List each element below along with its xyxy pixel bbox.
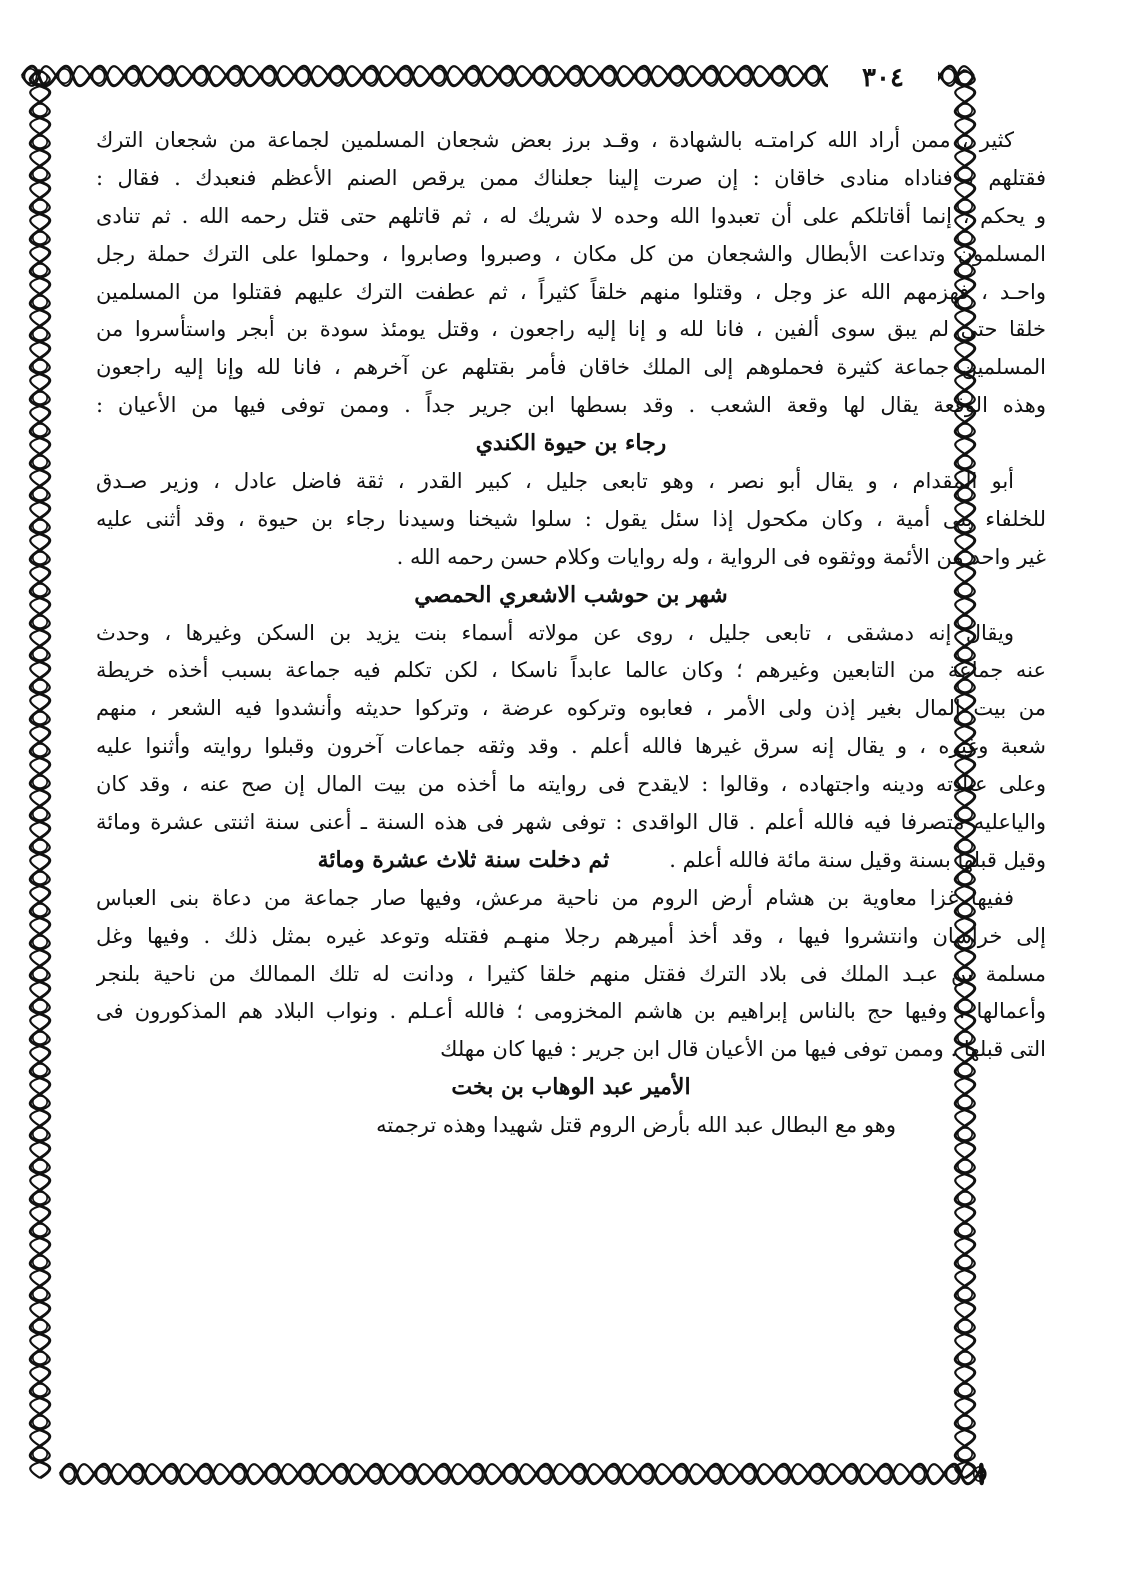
section-shahr (96, 577, 1046, 880)
text-line: كثير ، ممن أراد الله كرامتـه بالشهادة ، وقـد برز بعض شجعان المسلمين لجماعة من شجعان الترك (96, 128, 1014, 152)
year-heading: ثم دخلت سنة ثلاث عشرة ومائة (317, 846, 610, 873)
border-bottom (60, 1464, 986, 1484)
text-line: وأعمالها . وفيها حج بالناس إبراهيم بن هاشم المخزومى ؛ فالله أعـلم . ونواب البلاد هم المذكورون فى (96, 999, 1046, 1024)
text-line: وهو مع البطال عبد الله بأرض الروم قتل شهيدا وهذه ترجمته (376, 1113, 896, 1138)
text-line: ويقال إنه دمشقى ، تابعى جليل ، روى عن مولاته أسماء بنت يزيد بن السكن وغيرها ، وحدث (96, 620, 1014, 645)
text-line-with-year-heading (96, 842, 1046, 880)
section-raja (96, 425, 1046, 577)
section-heading: الأمير عبد الوهاب بن بخت (451, 1074, 691, 1101)
border-left (30, 70, 50, 1478)
text-line: غير واحد من الأئمة ووثقوه فى الرواية ، وله روايات وكلام حسن رحمه الله . (396, 544, 1046, 569)
text-line: عنه جماعة من التابعين وغيرهم ؛ وكان عالما عابداً ناسكا ، لكن تكلم فيه جماعة بسبب أخذه خريطة (96, 658, 1046, 683)
page-number: ٣٠٤ (828, 58, 938, 98)
text-line: إلى خراسان وانتشروا فيها ، وقد أخذ أميرهم رجلا منهـم فقتله وتوعد غيره بمثل ذلك . وفيها وغل (96, 923, 1046, 948)
text-line: و يحكم ، إنما أقاتلكم على أن تعبدوا الله وحده لا شريك له ، ثم قاتلهم حتى قتل رحمه الله . ثم تنادى (96, 203, 1046, 228)
paragraph-year-113 (96, 880, 1046, 1069)
section-heading: شهر بن حوشب الاشعري الحمصي (414, 581, 728, 608)
paragraph-battle (96, 122, 1046, 425)
text-line: أبو المقدام ، و يقال أبو نصر ، وهو تابعى جليل ، كبير القدر ، ثقة فاضل عادل ، وزير صـدق (96, 469, 1014, 494)
text-line: التى قبلها . وممن توفى فيها من الأعيان قال ابن جرير : فيها كان مهلك (440, 1037, 1046, 1062)
text-segment: وقيل قبلها بسنة وقيل سنة مائة فالله أعلم . (669, 847, 1046, 872)
text-line: ففيها غزا معاوية بن هشام أرض الروم من ناحية مرعش، وفيها صار جماعة من دعاة بنى العباس (96, 885, 1014, 910)
text-line: وهذه الوقعة يقال لها وقعة الشعب . وقد بسطها ابن جرير جداً . وممن توفى فيها من الأعيان : (96, 393, 1046, 418)
text-line: فقتلهم ، فناداه منادى خاقان : إن صرت إلينا جعلناك ممن يرقص الصنم الأعظم فنعبدك . فقال : (96, 165, 1046, 190)
text-line: واحـد ، فهزمهم الله عز وجل ، وقتلوا منهم خلقاً كثيراً ، ثم عطفت الترك عليهم فقتلوا من المسلمين (96, 279, 1046, 304)
text-line: خلقا حتى لم يبق سوى ألفين ، فانا لله و إنا إليه راجعون ، وقتل يومئذ سودة بن أبجر واستأسروا من (96, 317, 1046, 342)
page-text (96, 122, 1046, 1145)
text-line: مسلمة بن عبـد الملك فى بلاد الترك فقتل منهم خلقا كثيرا ، ودانت له تلك الممالك من ناحية بلنجر (96, 961, 1046, 986)
text-line: وعلى عبادته ودينه واجتهاده ، وقالوا : لايقدح فى روايته ما أخذه من بيت المال إن صح عنه ، وقد كان (96, 772, 1046, 797)
text-line: شعبة وغيره ، و يقال إنه سرق غيرها فالله أعلم . وقد وثقه جماعات آخرون وقبلوا روايته وأثنوا عليه (96, 734, 1046, 759)
section-abdulwahhab (96, 1069, 1046, 1145)
text-line: المسلمين جماعة كثيرة فحملوهم إلى الملك خاقان فأمر بقتلهم عن آخرهم ، فانا لله وإنا إليه راجعون (96, 355, 1046, 380)
text-line: والياعليه متصرفا فيه فالله أعلم . قال الواقدى : توفى شهر فى هذه السنة ـ أعنى سنة اثنتى عشرة ومائة (96, 810, 1046, 835)
text-line: للخلفاء بنى أمية ، وكان مكحول إذا سئل يقول : سلوا شيخنا وسيدنا رجاء بن حيوة ، وقد أثنى عليه (96, 506, 1046, 531)
text-line: من بيت المال بغير إذن ولى الأمر ، فعابوه وتركوه عرضة ، وتركوا حديثه وأنشدوا فيه الشعر ، منهم (96, 696, 1046, 721)
text-line: المسلمون وتداعت الأبطال والشجعان من كل مكان ، وصبروا وصابروا ، وحملوا على الترك حملة رجل (96, 241, 1046, 266)
section-heading: رجاء بن حيوة الكندي (475, 430, 667, 457)
